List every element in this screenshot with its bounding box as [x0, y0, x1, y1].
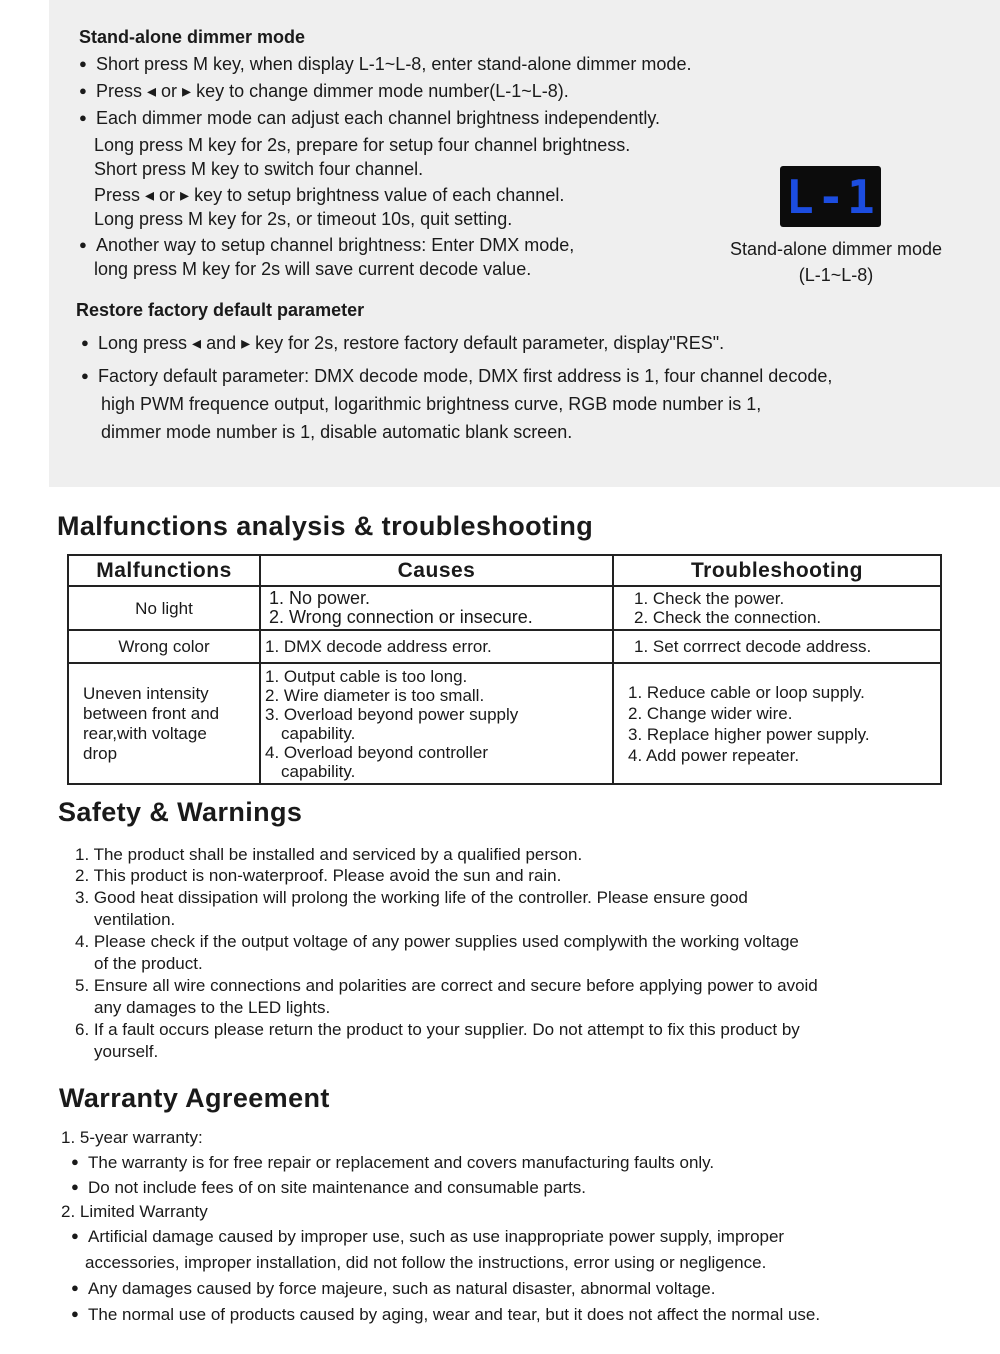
malfunction-text: Wrong color: [118, 637, 210, 656]
malfunction-text: No light: [135, 598, 193, 618]
malfunction-text: Uneven intensity: [83, 683, 209, 703]
standalone-line: ● Each dimmer mode can adjust each channel brightness independently.: [79, 106, 660, 132]
standalone-line: ● Another way to setup channel brightness: Enter DMX mode,: [79, 233, 574, 259]
warranty-line: ● Do not include fees of on site maintenance and consumable parts.: [71, 1175, 586, 1201]
safety-item: yourself.: [94, 1042, 159, 1061]
cause-item: capability.: [281, 723, 356, 743]
header-malfunctions: Malfunctions: [68, 555, 260, 586]
cause-item: 3. Overload beyond power supply: [265, 704, 519, 724]
table-row: [68, 586, 941, 630]
safety-item: any damages to the LED lights.: [94, 998, 331, 1017]
led-digit-left: L: [786, 170, 814, 224]
display-caption-line: Stand-alone dimmer mode: [729, 239, 943, 259]
safety-item: 2. This product is non-waterproof. Please avoid the sun and rain.: [75, 866, 562, 885]
fix-item: 2. Check the connection.: [634, 608, 822, 627]
header-causes: Causes: [260, 555, 613, 586]
fix-item: 1. Reduce cable or loop supply.: [628, 682, 865, 702]
warranty-line: 2. Limited Warranty: [61, 1202, 208, 1221]
warranty-line: ● Artificial damage caused by improper use, such as use inappropriate power supply, improper: [71, 1224, 784, 1250]
table-row: [68, 663, 941, 784]
cause-item: 2. Wire diameter is too small.: [265, 685, 485, 705]
fix-item: 1. Set corrrect decode address.: [634, 637, 872, 656]
table-row: [68, 630, 941, 663]
safety-item: 5. Ensure all wire connections and polarities are correct and secure before applying power to avoid: [75, 976, 818, 995]
led-digit-mid: -: [817, 170, 845, 224]
safety-title: Safety & Warnings: [58, 797, 303, 827]
fix-item: 4. Add power repeater.: [628, 745, 800, 765]
warranty-line: accessories, improper installation, did not follow the instructions, error using or negligence.: [85, 1253, 767, 1272]
restore-line: high PWM frequence output, logarithmic brightness curve, RGB mode number is 1,: [101, 394, 762, 414]
causes-cell: [260, 663, 613, 784]
malfunction-cell: [68, 586, 260, 630]
cause-item: capability.: [281, 761, 356, 781]
fix-item: 3. Replace higher power supply.: [628, 724, 870, 744]
standalone-line: long press M key for 2s will save current decode value.: [94, 259, 532, 279]
fixes-cell: [613, 630, 941, 663]
malfunctions-title: Malfunctions analysis & troubleshooting: [57, 511, 594, 541]
standalone-line: Short press M key to switch four channel.: [94, 159, 424, 179]
safety-item: of the product.: [94, 954, 203, 973]
malfunction-text: between front and: [83, 703, 220, 723]
led-display: [780, 166, 881, 227]
malfunction-text: rear,with voltage: [83, 723, 207, 743]
cause-item: 1. DMX decode address error.: [265, 637, 492, 656]
header-troubleshooting: Troubleshooting: [613, 555, 941, 586]
cause-item: 1. Output cable is too long.: [265, 666, 468, 686]
standalone-line: Long press M key for 2s, or timeout 10s, quit setting.: [94, 209, 513, 229]
safety-item: ventilation.: [94, 910, 176, 929]
safety-item: 3. Good heat dissipation will prolong the working life of the controller. Please ensure good: [75, 888, 748, 907]
malfunction-cell: [68, 663, 260, 784]
standalone-title: Stand-alone dimmer mode: [79, 27, 306, 47]
cause-item: 2. Wrong connection or insecure.: [269, 607, 533, 627]
restore-line: ● Long press ◂ and ▸ key for 2s, restore factory default parameter, display"RES".: [81, 331, 724, 357]
display-caption-line: (L-1~L-8): [798, 265, 874, 285]
fixes-cell: [613, 663, 941, 784]
fix-item: 1. Check the power.: [634, 589, 785, 608]
cause-item: 1. No power.: [269, 588, 371, 608]
safety-item: 6. If a fault occurs please return the product to your supplier. Do not attempt to fix this product by: [75, 1020, 800, 1039]
table-header-row: [68, 555, 941, 586]
restore-line: ● Factory default parameter: DMX decode mode, DMX first address is 1, four channel decode,: [81, 364, 832, 390]
malfunction-text: drop: [83, 743, 118, 763]
causes-cell: [260, 630, 613, 663]
cause-item: 4. Overload beyond controller: [265, 742, 489, 762]
warranty-title: Warranty Agreement: [59, 1083, 330, 1113]
standalone-line: ● Press ◂ or ▸ key to change dimmer mode number(L-1~L-8).: [79, 79, 569, 105]
warranty-line: 1. 5-year warranty:: [61, 1128, 203, 1147]
display-caption: [700, 236, 972, 288]
standalone-line: Long press M key for 2s, prepare for setup four channel brightness.: [94, 135, 631, 155]
restore-title: Restore factory default parameter: [76, 300, 365, 320]
causes-cell: [260, 586, 613, 630]
safety-item: 1. The product shall be installed and serviced by a qualified person.: [75, 845, 583, 864]
fixes-cell: [613, 586, 941, 630]
standalone-line: ● Short press M key, when display L-1~L-8, enter stand-alone dimmer mode.: [79, 52, 691, 78]
restore-line: dimmer mode number is 1, disable automatic blank screen.: [101, 422, 573, 442]
led-digit-right: 1: [847, 170, 875, 224]
safety-item: 4. Please check if the output voltage of any power supplies used complywith the working voltage: [75, 932, 799, 951]
fix-item: 2. Change wider wire.: [628, 703, 793, 723]
warranty-line: ● The normal use of products caused by aging, wear and tear, but it does not affect the normal use.: [71, 1302, 820, 1328]
malfunctions-table: [67, 554, 942, 785]
malfunction-cell: [68, 630, 260, 663]
warranty-line: ● The warranty is for free repair or replacement and covers manufacturing faults only.: [71, 1150, 714, 1176]
warranty-line: ● Any damages caused by force majeure, such as natural disaster, abnormal voltage.: [71, 1276, 715, 1302]
standalone-line: Press ◂ or ▸ key to setup brightness value of each channel.: [94, 185, 565, 205]
